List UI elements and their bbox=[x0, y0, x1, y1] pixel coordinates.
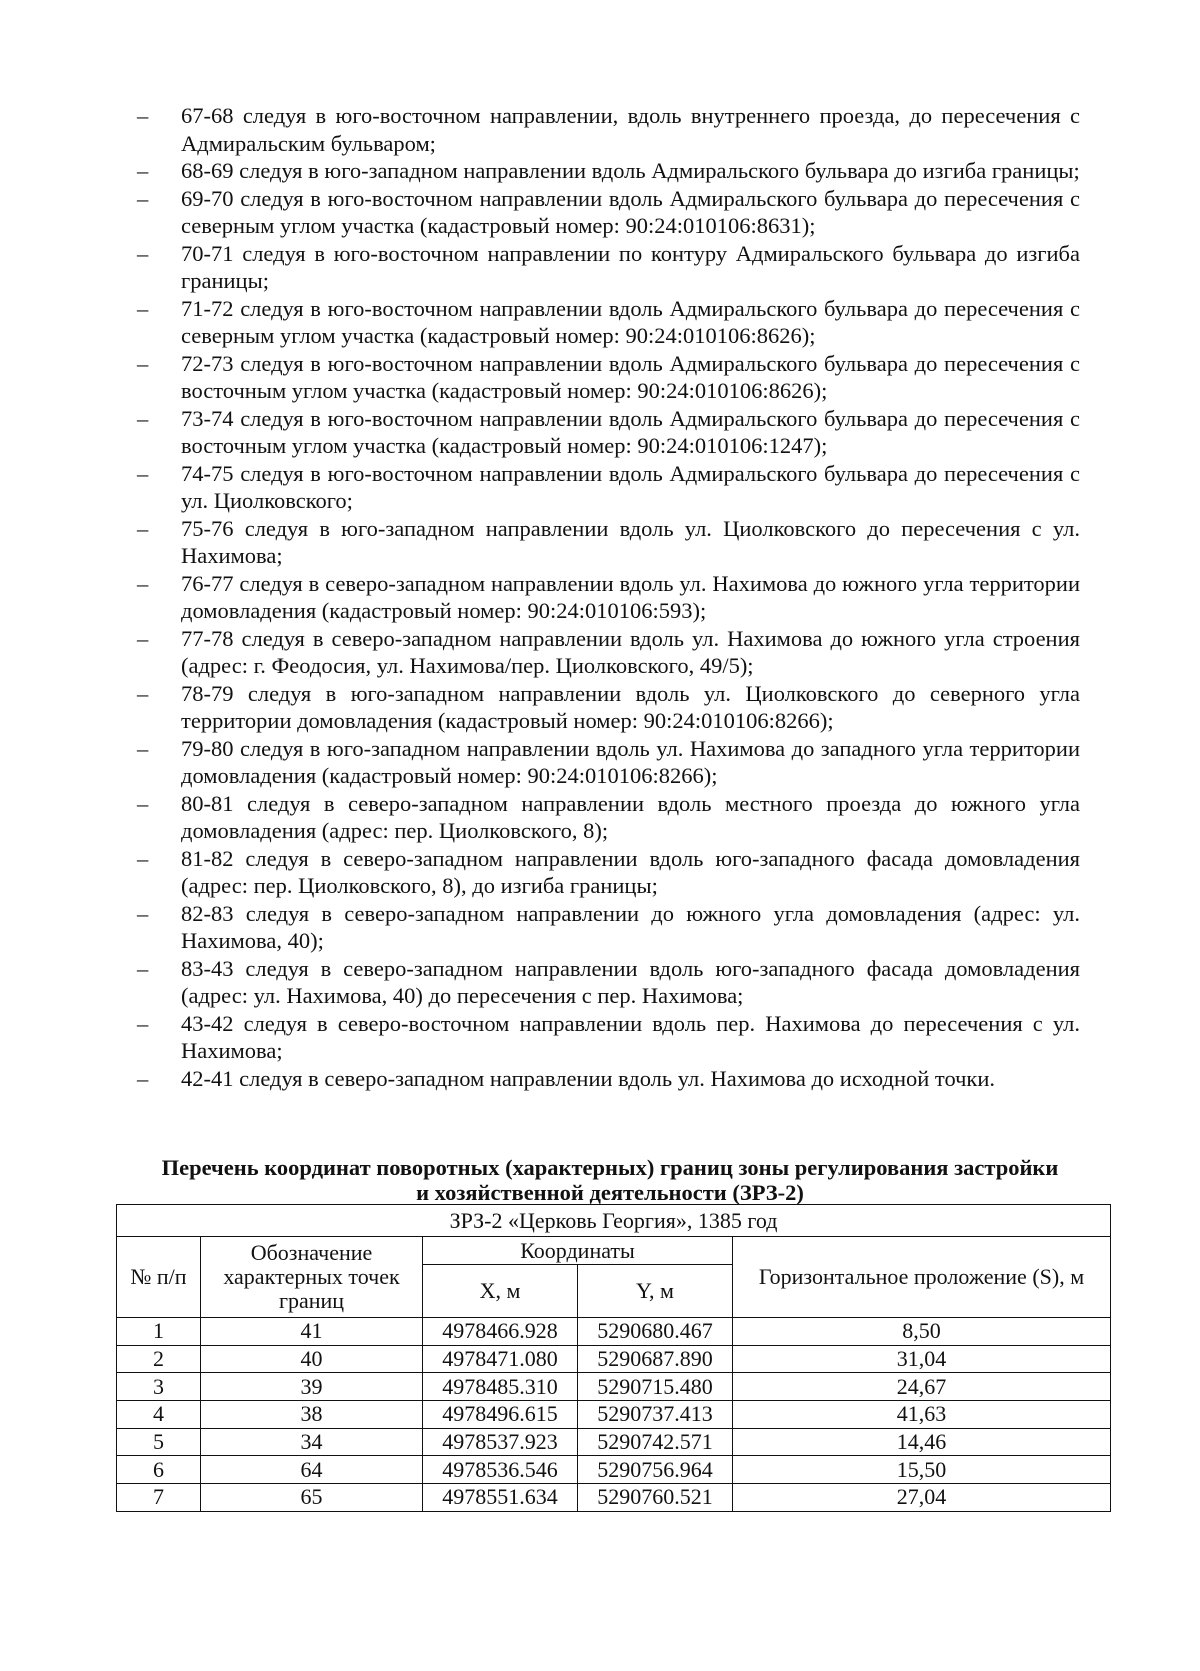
list-item bbox=[135, 955, 1080, 1010]
table-caption-row bbox=[117, 1205, 1111, 1237]
cell-distance: 24,67 bbox=[733, 1373, 1111, 1401]
list-item bbox=[135, 350, 1080, 405]
cell-y: 5290756.964 bbox=[578, 1456, 733, 1484]
list-item bbox=[135, 680, 1080, 735]
table-row bbox=[117, 1318, 1111, 1346]
cell-x: 4978485.310 bbox=[423, 1373, 578, 1401]
cell-x: 4978471.080 bbox=[423, 1345, 578, 1373]
list-item-text: 83-43 следуя в северо-западном направлении вдоль юго-западного фасада домовладения (адрес: ул. Нахимова, 40) до пересечения с пер. Нахимова; bbox=[181, 955, 1080, 1008]
list-dash: – bbox=[137, 103, 149, 128]
table-row bbox=[117, 1428, 1111, 1456]
cell-num: 2 bbox=[117, 1345, 201, 1373]
cell-x: 4978466.928 bbox=[423, 1318, 578, 1346]
list-item-text: 76-77 следуя в северо-западном направлении вдоль ул. Нахимова до южного угла территории домовладения (кадастровый номер: 90:24:010106:593); bbox=[181, 570, 1080, 623]
cell-x: 4978536.546 bbox=[423, 1456, 578, 1484]
cell-distance: 15,50 bbox=[733, 1456, 1111, 1484]
cell-num: 4 bbox=[117, 1401, 201, 1429]
cell-point: 39 bbox=[201, 1373, 423, 1401]
list-item bbox=[135, 735, 1080, 790]
list-item-text: 79-80 следуя в юго-западном направлении вдоль ул. Нахимова до западного угла территории домовладения (кадастровый номер: 90:24:010106:8266); bbox=[181, 735, 1080, 788]
cell-distance: 27,04 bbox=[733, 1484, 1111, 1512]
list-item-text: 42-41 следуя в северо-западном направлении вдоль ул. Нахимова до исходной точки. bbox=[181, 1065, 996, 1091]
list-dash: – bbox=[137, 515, 149, 541]
list-item bbox=[135, 102, 1080, 157]
list-dash: – bbox=[137, 680, 149, 706]
table-row bbox=[117, 1345, 1111, 1373]
list-item-text: 67-68 следуя в юго-восточном направлении, вдоль внутреннего проезда, до пересечения с Адмиральским бульваром; bbox=[181, 103, 1080, 156]
header-y: Y, м bbox=[578, 1265, 733, 1318]
list-item bbox=[135, 157, 1080, 185]
list-item bbox=[135, 405, 1080, 460]
cell-point: 40 bbox=[201, 1345, 423, 1373]
list-dash: – bbox=[137, 625, 149, 651]
list-item-text: 68-69 следуя в юго-западном направлении вдоль Адмиральского бульвара до изгиба границы; bbox=[181, 158, 1080, 183]
cell-num: 6 bbox=[117, 1456, 201, 1484]
cell-x: 4978537.923 bbox=[423, 1428, 578, 1456]
cell-distance: 31,04 bbox=[733, 1345, 1111, 1373]
cell-num: 3 bbox=[117, 1373, 201, 1401]
list-item-text: 70-71 следуя в юго-восточном направлении по контуру Адмиральского бульвара до изгиба границы; bbox=[181, 240, 1080, 293]
table-row bbox=[117, 1456, 1111, 1484]
list-dash: – bbox=[137, 158, 149, 183]
header-coords: Координаты bbox=[423, 1237, 733, 1265]
list-item bbox=[135, 790, 1080, 845]
list-item bbox=[135, 845, 1080, 900]
cell-num: 1 bbox=[117, 1318, 201, 1346]
cell-point: 41 bbox=[201, 1318, 423, 1346]
table-row bbox=[117, 1401, 1111, 1429]
list-dash: – bbox=[137, 570, 149, 596]
list-item-text: 78-79 следуя в юго-западном направлении вдоль ул. Циолковского до северного угла территории домовладения (кадастровый номер: 90:24:010106:8266); bbox=[181, 680, 1080, 733]
list-dash: – bbox=[137, 240, 149, 266]
cell-point: 38 bbox=[201, 1401, 423, 1429]
list-item-text: 77-78 следуя в северо-западном направлении вдоль ул. Нахимова до южного угла строения (адрес: г. Феодосия, ул. Нахимова/пер. Циолковского, 49/5); bbox=[181, 625, 1080, 678]
list-item bbox=[135, 240, 1080, 295]
boundary-description-list bbox=[135, 102, 1080, 1092]
list-dash: – bbox=[137, 735, 149, 761]
list-dash: – bbox=[137, 405, 149, 431]
list-item-text: 74-75 следуя в юго-восточном направлении вдоль Адмиральского бульвара до пересечения с ул. Циолковского; bbox=[181, 460, 1080, 513]
list-item-text: 43-42 следуя в северо-восточном направлении вдоль пер. Нахимова до пересечения с ул. Нахимова; bbox=[181, 1010, 1080, 1063]
list-item bbox=[135, 1010, 1080, 1065]
cell-point: 65 bbox=[201, 1484, 423, 1512]
list-item bbox=[135, 1065, 1080, 1093]
list-dash: – bbox=[137, 295, 149, 321]
list-dash: – bbox=[137, 790, 149, 816]
list-item bbox=[135, 185, 1080, 240]
cell-distance: 8,50 bbox=[733, 1318, 1111, 1346]
cell-y: 5290680.467 bbox=[578, 1318, 733, 1346]
list-dash: – bbox=[137, 350, 149, 376]
list-dash: – bbox=[137, 845, 149, 871]
list-item-text: 75-76 следуя в юго-западном направлении вдоль ул. Циолковского до пересечения с ул. Нахимова; bbox=[181, 515, 1080, 568]
cell-distance: 41,63 bbox=[733, 1401, 1111, 1429]
table-title bbox=[130, 1155, 1090, 1205]
table-caption: ЗРЗ-2 «Церковь Георгия», 1385 год bbox=[117, 1205, 1111, 1237]
cell-x: 4978551.634 bbox=[423, 1484, 578, 1512]
list-dash: – bbox=[137, 460, 149, 486]
cell-y: 5290742.571 bbox=[578, 1428, 733, 1456]
cell-y: 5290687.890 bbox=[578, 1345, 733, 1373]
cell-y: 5290760.521 bbox=[578, 1484, 733, 1512]
table-row bbox=[117, 1373, 1111, 1401]
list-item-text: 81-82 следуя в северо-западном направлении вдоль юго-западного фасада домовладения (адрес: пер. Циолковского, 8), до изгиба границы; bbox=[181, 845, 1080, 898]
cell-num: 5 bbox=[117, 1428, 201, 1456]
list-item bbox=[135, 900, 1080, 955]
list-dash: – bbox=[137, 1010, 149, 1036]
list-item bbox=[135, 460, 1080, 515]
list-item-text: 82-83 следуя в северо-западном направлении до южного угла домовладения (адрес: ул. Нахимова, 40); bbox=[181, 900, 1080, 953]
list-item-text: 71-72 следуя в юго-восточном направлении вдоль Адмиральского бульвара до пересечения с северным углом участка (кадастровый номер: 90:24:010106:8626); bbox=[181, 295, 1080, 348]
list-item-text: 69-70 следуя в юго-восточном направлении вдоль Адмиральского бульвара до пересечения с северным углом участка (кадастровый номер: 90:24:010106:8631); bbox=[181, 185, 1080, 238]
header-designation: Обозначение характерных точек границ bbox=[201, 1237, 423, 1318]
coordinates-table bbox=[116, 1204, 1111, 1512]
list-item-text: 73-74 следуя в юго-восточном направлении вдоль Адмиральского бульвара до пересечения с восточным углом участка (кадастровый номер: 90:24:010106:1247); bbox=[181, 405, 1080, 458]
cell-y: 5290737.413 bbox=[578, 1401, 733, 1429]
list-dash: – bbox=[137, 900, 149, 926]
table-row bbox=[117, 1484, 1111, 1512]
list-item-text: 80-81 следуя в северо-западном направлении вдоль местного проезда до южного угла домовладения (адрес: пер. Циолковского, 8); bbox=[181, 790, 1080, 843]
header-x: X, м bbox=[423, 1265, 578, 1318]
header-distance: Горизонтальное проложение (S), м bbox=[733, 1237, 1111, 1318]
list-item-text: 72-73 следуя в юго-восточном направлении вдоль Адмиральского бульвара до пересечения с восточным углом участка (кадастровый номер: 90:24:010106:8626); bbox=[181, 350, 1080, 403]
cell-point: 34 bbox=[201, 1428, 423, 1456]
list-item bbox=[135, 625, 1080, 680]
list-dash: – bbox=[137, 955, 149, 981]
cell-point: 64 bbox=[201, 1456, 423, 1484]
table-title-line-2: и хозяйственной деятельности (ЗРЗ-2) bbox=[416, 1180, 804, 1205]
list-item bbox=[135, 295, 1080, 350]
cell-num: 7 bbox=[117, 1484, 201, 1512]
list-dash: – bbox=[137, 185, 149, 211]
table-header-row bbox=[117, 1237, 1111, 1265]
list-item bbox=[135, 570, 1080, 625]
table-title-line-1: Перечень координат поворотных (характерных) границ зоны регулирования застройки bbox=[161, 1155, 1059, 1180]
header-num: № п/п bbox=[117, 1237, 201, 1318]
cell-y: 5290715.480 bbox=[578, 1373, 733, 1401]
cell-distance: 14,46 bbox=[733, 1428, 1111, 1456]
cell-x: 4978496.615 bbox=[423, 1401, 578, 1429]
list-dash: – bbox=[137, 1065, 149, 1091]
list-item bbox=[135, 515, 1080, 570]
